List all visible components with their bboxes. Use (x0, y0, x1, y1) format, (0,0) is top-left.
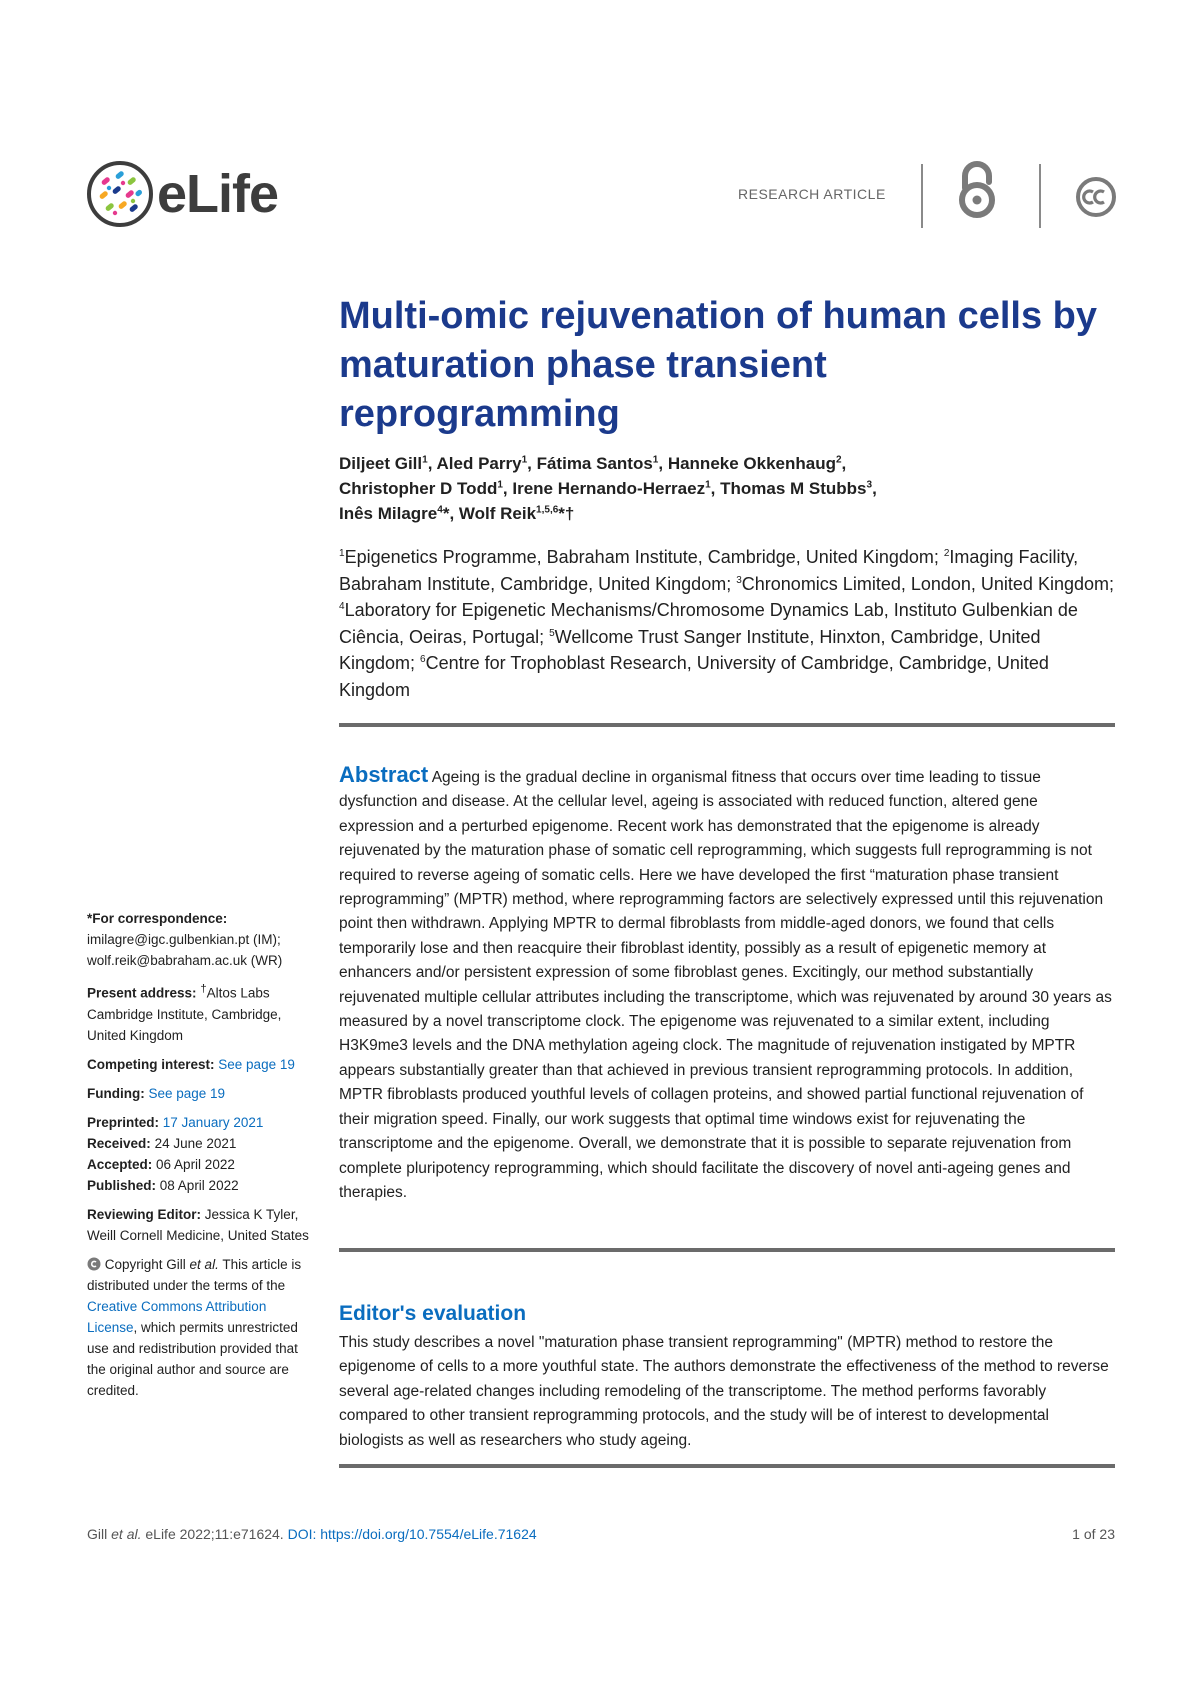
copyright-block: Copyright Gill et al. This article is distributed under the terms of the Creative Commons Attribution License, which permits unrestricted use and redistribution provided that the original author and source are credited. (87, 1256, 302, 1398)
editors-evaluation-heading: Editor's evaluation (339, 1302, 527, 1325)
competing-interest-link[interactable]: See page 19 (218, 1056, 295, 1072)
page-number: 1 of 23 (1072, 1526, 1115, 1542)
author-list: Diljeet Gill$^1$, Aled Parry$^1$, Fátima Santos$^1$, Hanneke Okkenhaug$^2$, Christopher D Todd$^1$, Irene Hernando-Herraez$^1$, Thomas M Stubbs$^3$, Inês Milagre$^4$*, Wolf Reik$^{1,5,6}$*† (339, 454, 877, 523)
copyright-icon (87, 1257, 101, 1271)
funding-link[interactable]: See page 19 (148, 1085, 226, 1101)
section-divider (339, 1248, 1115, 1252)
doi-link[interactable]: DOI: https://doi.org/10.7554/eLife.71624 (287, 1526, 537, 1542)
author[interactable]: Inês Milagre$^4$* (339, 504, 450, 523)
article-type-label: RESEARCH ARTICLE (738, 186, 886, 202)
section-divider (339, 723, 1115, 727)
author[interactable]: Thomas M Stubbs$^3$ (720, 479, 873, 498)
open-access-icon[interactable] (955, 160, 999, 220)
preprint-link[interactable]: 17 January 2021 (162, 1114, 264, 1130)
present-address-block: Present address: †Altos Labs Cambridge Institute, Cambridge, United Kingdom (87, 983, 282, 1043)
author[interactable]: Aled Parry$^1$ (436, 454, 528, 473)
section-divider (339, 1464, 1115, 1468)
license-link[interactable]: Creative Commons Attribution License (87, 1298, 267, 1335)
competing-interest-block: Competing interest: See page 19 (87, 1056, 295, 1072)
elife-logo-icon (87, 161, 153, 227)
funding-block: Funding: See page 19 (87, 1085, 226, 1101)
author[interactable]: Christopher D Todd$^1$ (339, 479, 503, 498)
header-divider (921, 164, 923, 228)
citation-footer: Gill et al. eLife 2022;11:e71624. DOI: https://doi.org/10.7554/eLife.71624 (87, 1526, 537, 1542)
editors-evaluation-text: This study describes a novel "maturation phase transient reprogramming" (MPTR) method to restore the epigenome of cells to a more youthful state. The authors demonstrate the effectiveness of the method to reverse several age-related changes including remodeling of the transcriptome. The method performs favorably compared to other transient reprogramming protocols, and the study will be of interest to developmental biologists as well as researchers who study ageing. (339, 1334, 1109, 1449)
article-title: Multi-omic rejuvenation of human cells by maturation phase transient reprogramming (339, 295, 1097, 435)
affiliations: $^1$Epigenetics Programme, Babraham Institute, Cambridge, United Kingdom; $^2$Imaging Facility, Babraham Institute, Cambridge, United Kingdom; $^3$Chronomics Limited, London, United Kingdom; $^4$Laboratory for Epigenetic Mechanisms/Chromosome Dynamics Lab, Instituto Gulbenkian de Ciência, Oeiras, Portugal; $^5$Wellcome Trust Sanger Institute, Hinxton, Cambridge, United Kingdom; $^6$Centre for Trophoblast Research, University of Cambridge, Cambridge, United Kingdom (339, 547, 1114, 700)
abstract-heading: Abstract (339, 762, 429, 787)
dates-block: Preprinted: 17 January 2021 Received: 24 June 2021 Accepted: 06 April 2022 Published: 08 April 2022 (87, 1114, 264, 1193)
elife-logo[interactable] (87, 160, 278, 228)
creative-commons-icon[interactable] (1075, 176, 1117, 218)
reviewing-editor-block: Reviewing Editor: Jessica K Tyler, Weill Cornell Medicine, United States (87, 1206, 309, 1243)
correspondence-block: *For correspondence: imilagre@igc.gulbenkian.pt (IM); wolf.reik@babraham.ac.uk (WR) (87, 911, 283, 968)
correspondence-emails[interactable]: imilagre@igc.gulbenkian.pt (IM); wolf.reik@babraham.ac.uk (WR) (87, 932, 283, 968)
header-divider-2 (1039, 164, 1041, 228)
article-sidebar (87, 908, 317, 1409)
author[interactable]: Irene Hernando-Herraez$^1$ (512, 479, 711, 498)
author[interactable]: Diljeet Gill$^1$ (339, 454, 428, 473)
author[interactable]: Hanneke Okkenhaug$^2$ (667, 454, 842, 473)
author[interactable]: Fátima Santos$^1$ (536, 454, 659, 473)
logo-text: eLife (157, 164, 279, 224)
abstract (339, 763, 1115, 1205)
author[interactable]: Wolf Reik$^{1,5,6}$*† (458, 504, 575, 523)
abstract-text: Ageing is the gradual decline in organismal fitness that occurs over time leading to tissue dysfunction and disease. At the cellular level, ageing is associated with reduced function, altered gene expression and a perturbed epigenome. Recent work has demonstrated that the epigenome is already rejuvenated by the maturation phase of somatic cell reprogramming, which suggests full reprogramming is not required to reverse ageing of somatic cells. Here we have developed the first “maturation phase transient reprogramming” (MPTR) method, where reprogramming factors are selectively expressed until this rejuvenation point then withdrawn. Applying MPTR to dermal fibroblasts from middle-aged donors, we found that cells temporarily lose and then reacquire their fibroblast identity, possibly as a result of epigenetic memory at enhancers and/or persistent expression of some fibroblast genes. Excitingly, our method substantially rejuvenated multiple cellular attributes including the transcriptome, which was rejuvenated by around 30 years as measured by a novel transcriptome clock. The epigenome was rejuvenated to a similar extent, including H3K9me3 levels and the DNA methylation ageing clock. The magnitude of rejuvenation instigated by MPTR appears substantially greater than that achieved in previous transient reprogramming protocols. In addition, MPTR fibroblasts produced youthful levels of collagen proteins, and showed partial functional rejuvenation of their migration speed. Finally, our work suggests that optimal time windows exist for rejuvenating the transcriptome and the epigenome. Overall, we demonstrate that it is possible to separate rejuvenation from complete pluripotency reprogramming, which should facilitate the discovery of novel anti-ageing genes and therapies. (339, 769, 1112, 1201)
